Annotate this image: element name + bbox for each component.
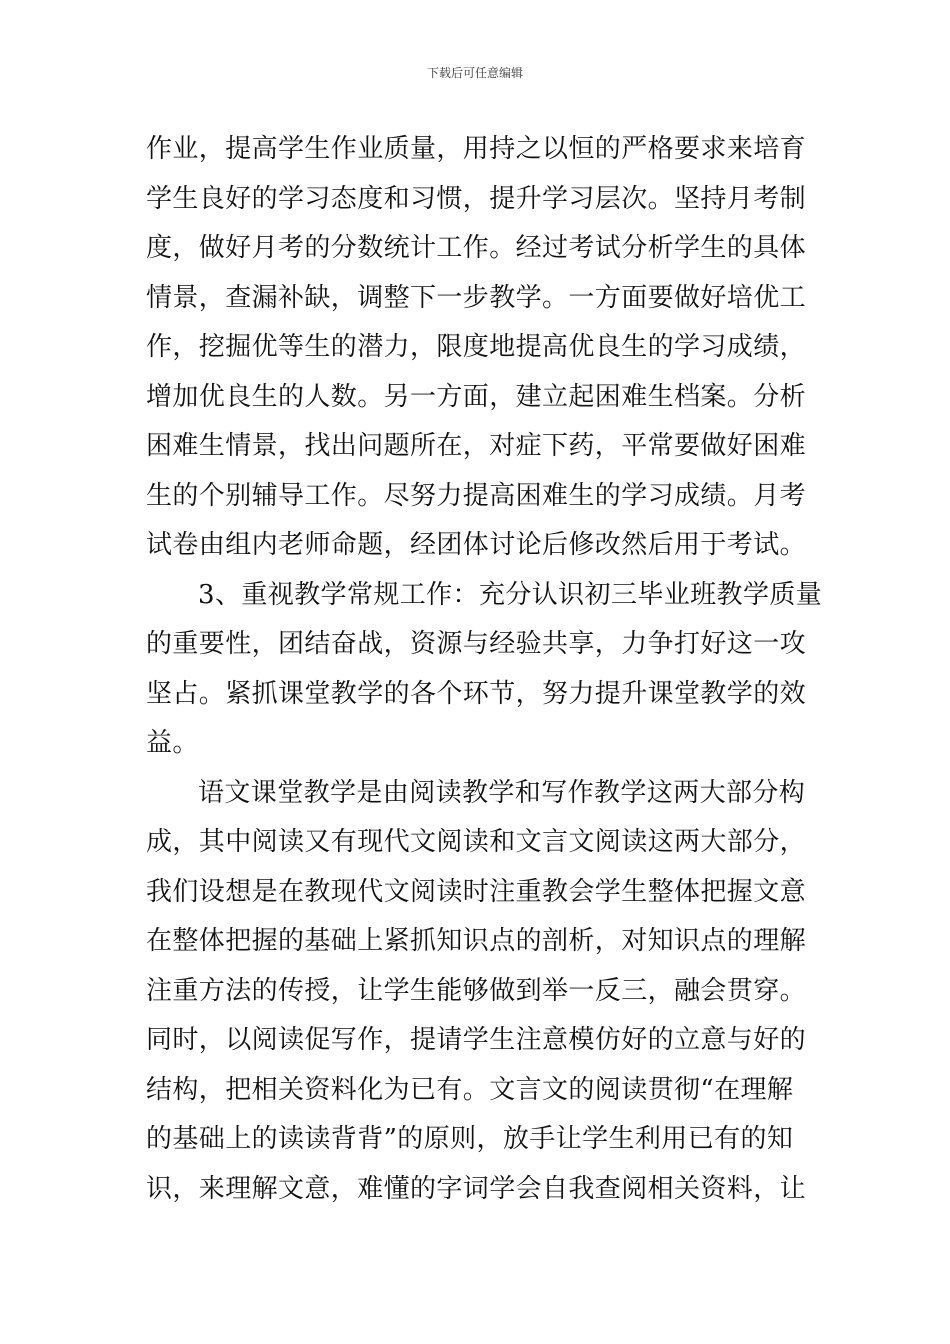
text-line: 作，挖掘优等生的潜力，限度地提高优良生的学习成绩，	[146, 332, 807, 362]
paragraph-1	[146, 125, 806, 571]
page-header: 下载后可任意编辑	[426, 66, 523, 80]
text-line: 的重要性，团结奋战，资源与经验共享，力争打好这一攻	[146, 629, 807, 659]
text-line: 作业，提高学生作业质量，用持之以恒的严格要求来培育	[146, 134, 807, 164]
text-line: 语文课堂教学是由阅读教学和写作教学这两大部分构	[198, 777, 806, 808]
text-line: 3、重视教学常规工作：充分认识初三毕业班教学质量	[198, 579, 823, 610]
text-line: 识，来理解文意，难懂的字词学会自我查阅相关资料，让	[146, 1173, 807, 1204]
paragraph-2	[146, 571, 823, 769]
text-line: 坚占。紧抓课堂教学的各个环节，努力提升课堂教学的效	[146, 678, 807, 709]
document-body	[146, 125, 823, 1214]
text-line: 学生良好的学习态度和习惯，提升学习层次。坚持月考制	[146, 183, 807, 214]
text-line: 结构，把相关资料化为已有。文言文的阅读贯彻“在理解	[146, 1074, 794, 1105]
text-line: 益。	[146, 728, 199, 758]
text-line: 在整体把握的基础上紧抓知识点的剖析，对知识点的理解	[146, 926, 807, 956]
text-line: 的基础上的读读背背”的原则，放手让学生利用已有的知	[146, 1124, 794, 1154]
text-line: 成，其中阅读又有现代文阅读和文言文阅读这两大部分，	[146, 827, 807, 857]
text-line: 度，做好月考的分数统计工作。经过考试分析学生的具体	[146, 233, 807, 263]
text-line: 试卷由组内老师命题，经团体讨论后修改然后用于考试。	[146, 530, 807, 560]
text-line: 增加优良生的人数。另一方面，建立起困难生档案。分析	[146, 381, 807, 412]
text-line: 生的个别辅导工作。尽努力提高困难生的学习成绩。月考	[146, 480, 807, 511]
text-line: 困难生情景，找出问题所在，对症下药，平常要做好困难	[146, 431, 807, 461]
text-line: 情景，查漏补缺，调整下一步教学。一方面要做好培优工	[146, 282, 807, 313]
text-line: 我们设想是在教现代文阅读时注重教会学生整体把握文意	[146, 876, 807, 907]
paragraph-3	[146, 769, 806, 1215]
text-line: 注重方法的传授，让学生能够做到举一反三，融会贯穿。	[146, 975, 807, 1006]
text-line: 同时，以阅读促写作，提请学生注意模仿好的立意与好的	[146, 1025, 807, 1055]
